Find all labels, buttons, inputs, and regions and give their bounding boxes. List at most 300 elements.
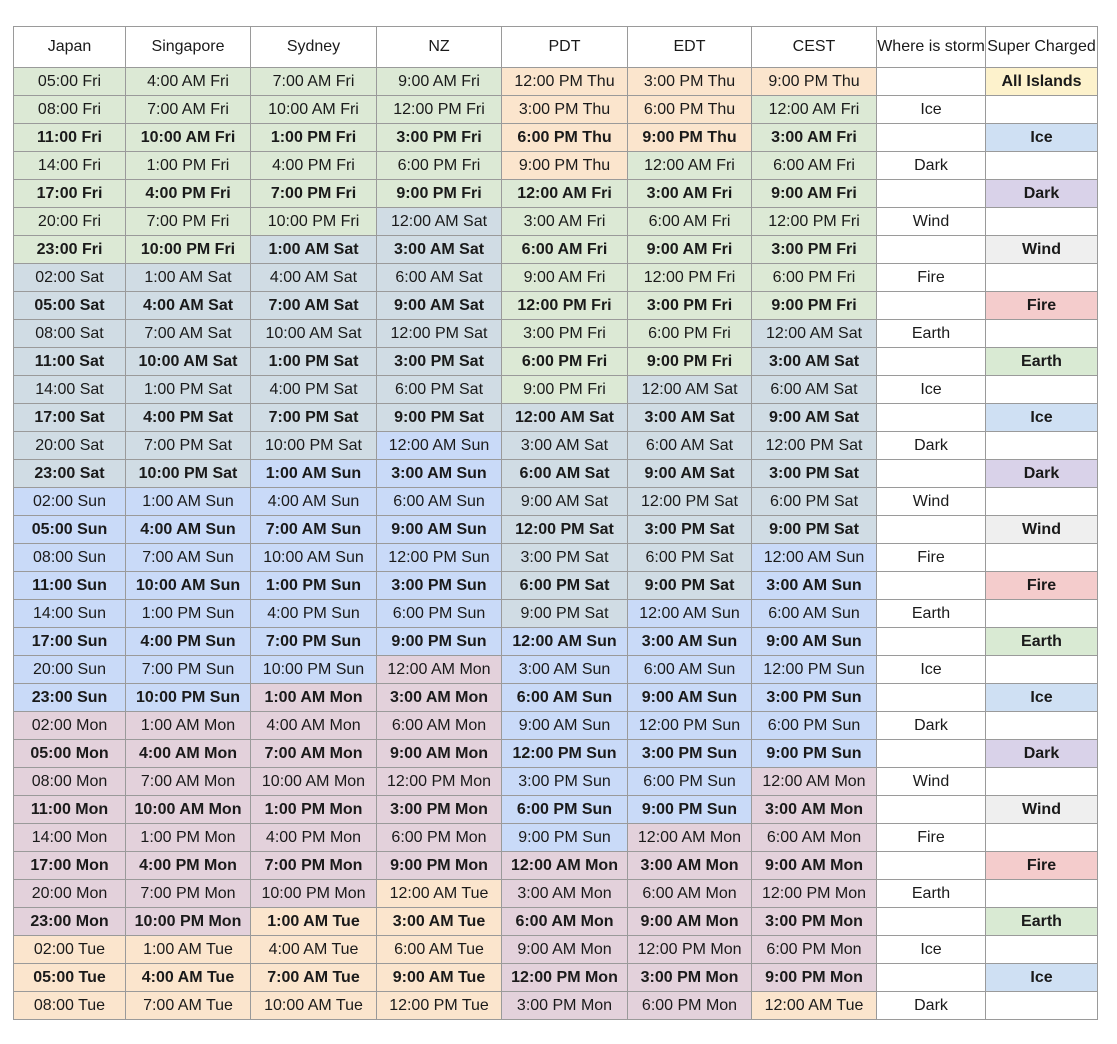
cell-singapore: 1:00 AM Sat bbox=[126, 264, 251, 292]
cell-sydney: 4:00 AM Tue bbox=[251, 936, 377, 964]
column-header-sydney: Sydney bbox=[251, 27, 377, 68]
cell-edt: 6:00 AM Sat bbox=[628, 432, 752, 460]
cell-pdt: 3:00 AM Fri bbox=[502, 208, 628, 236]
cell-where-is-storm: Wind bbox=[877, 488, 986, 516]
table-row bbox=[14, 348, 1098, 376]
cell-sydney: 7:00 AM Sun bbox=[251, 516, 377, 544]
cell-cest: 12:00 PM Sat bbox=[752, 432, 877, 460]
cell-where-is-storm: Ice bbox=[877, 656, 986, 684]
cell-sydney: 4:00 PM Fri bbox=[251, 152, 377, 180]
cell-edt: 9:00 AM Sat bbox=[628, 460, 752, 488]
cell-where-is-storm: Ice bbox=[877, 936, 986, 964]
cell-japan: 05:00 Fri bbox=[14, 68, 126, 96]
cell-nz: 6:00 PM Sat bbox=[377, 376, 502, 404]
cell-super-charged bbox=[986, 992, 1098, 1020]
cell-nz: 12:00 PM Fri bbox=[377, 96, 502, 124]
cell-nz: 3:00 AM Sun bbox=[377, 460, 502, 488]
cell-super-charged bbox=[986, 768, 1098, 796]
table-row bbox=[14, 992, 1098, 1020]
cell-pdt: 3:00 AM Sun bbox=[502, 656, 628, 684]
cell-japan: 20:00 Mon bbox=[14, 880, 126, 908]
cell-pdt: 12:00 AM Sat bbox=[502, 404, 628, 432]
table-row bbox=[14, 404, 1098, 432]
cell-where-is-storm: Dark bbox=[877, 432, 986, 460]
cell-pdt: 6:00 AM Sat bbox=[502, 460, 628, 488]
cell-edt: 6:00 PM Mon bbox=[628, 992, 752, 1020]
cell-japan: 08:00 Sat bbox=[14, 320, 126, 348]
cell-sydney: 4:00 PM Sun bbox=[251, 600, 377, 628]
cell-sydney: 4:00 AM Mon bbox=[251, 712, 377, 740]
column-header-cest: CEST bbox=[752, 27, 877, 68]
cell-where-is-storm bbox=[877, 180, 986, 208]
table-row bbox=[14, 516, 1098, 544]
cell-super-charged: Earth bbox=[986, 628, 1098, 656]
cell-cest: 3:00 AM Fri bbox=[752, 124, 877, 152]
cell-pdt: 9:00 AM Fri bbox=[502, 264, 628, 292]
cell-pdt: 9:00 PM Sun bbox=[502, 824, 628, 852]
cell-pdt: 3:00 PM Mon bbox=[502, 992, 628, 1020]
cell-singapore: 4:00 AM Mon bbox=[126, 740, 251, 768]
cell-cest: 6:00 AM Mon bbox=[752, 824, 877, 852]
cell-pdt: 12:00 AM Mon bbox=[502, 852, 628, 880]
table-row bbox=[14, 656, 1098, 684]
column-header-edt: EDT bbox=[628, 27, 752, 68]
cell-japan: 11:00 Mon bbox=[14, 796, 126, 824]
cell-nz: 3:00 AM Mon bbox=[377, 684, 502, 712]
cell-edt: 6:00 AM Mon bbox=[628, 880, 752, 908]
cell-super-charged: Earth bbox=[986, 348, 1098, 376]
table-row bbox=[14, 488, 1098, 516]
cell-japan: 05:00 Sun bbox=[14, 516, 126, 544]
cell-super-charged bbox=[986, 96, 1098, 124]
cell-pdt: 6:00 PM Thu bbox=[502, 124, 628, 152]
cell-sydney: 1:00 PM Sat bbox=[251, 348, 377, 376]
cell-edt: 6:00 PM Fri bbox=[628, 320, 752, 348]
cell-cest: 12:00 AM Mon bbox=[752, 768, 877, 796]
cell-pdt: 6:00 PM Sat bbox=[502, 572, 628, 600]
cell-cest: 9:00 PM Mon bbox=[752, 964, 877, 992]
cell-edt: 12:00 AM Fri bbox=[628, 152, 752, 180]
table-row bbox=[14, 768, 1098, 796]
cell-pdt: 9:00 AM Sat bbox=[502, 488, 628, 516]
cell-singapore: 4:00 AM Sat bbox=[126, 292, 251, 320]
cell-super-charged bbox=[986, 712, 1098, 740]
cell-where-is-storm bbox=[877, 852, 986, 880]
cell-singapore: 10:00 AM Mon bbox=[126, 796, 251, 824]
cell-sydney: 7:00 AM Mon bbox=[251, 740, 377, 768]
cell-nz: 6:00 PM Sun bbox=[377, 600, 502, 628]
cell-super-charged bbox=[986, 152, 1098, 180]
cell-pdt: 3:00 PM Fri bbox=[502, 320, 628, 348]
cell-pdt: 9:00 AM Mon bbox=[502, 936, 628, 964]
cell-cest: 3:00 AM Sun bbox=[752, 572, 877, 600]
cell-pdt: 12:00 PM Thu bbox=[502, 68, 628, 96]
cell-cest: 3:00 AM Sat bbox=[752, 348, 877, 376]
cell-pdt: 3:00 AM Mon bbox=[502, 880, 628, 908]
cell-edt: 12:00 PM Sat bbox=[628, 488, 752, 516]
cell-nz: 6:00 PM Mon bbox=[377, 824, 502, 852]
cell-sydney: 1:00 AM Sat bbox=[251, 236, 377, 264]
cell-singapore: 1:00 AM Tue bbox=[126, 936, 251, 964]
column-header-nz: NZ bbox=[377, 27, 502, 68]
cell-super-charged: Dark bbox=[986, 460, 1098, 488]
cell-where-is-storm bbox=[877, 292, 986, 320]
cell-singapore: 7:00 PM Sun bbox=[126, 656, 251, 684]
cell-super-charged bbox=[986, 432, 1098, 460]
cell-pdt: 6:00 AM Fri bbox=[502, 236, 628, 264]
cell-cest: 12:00 PM Sun bbox=[752, 656, 877, 684]
cell-singapore: 1:00 PM Sun bbox=[126, 600, 251, 628]
cell-cest: 3:00 PM Fri bbox=[752, 236, 877, 264]
cell-pdt: 9:00 AM Sun bbox=[502, 712, 628, 740]
cell-where-is-storm: Earth bbox=[877, 880, 986, 908]
cell-singapore: 1:00 AM Sun bbox=[126, 488, 251, 516]
cell-where-is-storm bbox=[877, 908, 986, 936]
cell-nz: 3:00 AM Sat bbox=[377, 236, 502, 264]
cell-nz: 6:00 AM Sun bbox=[377, 488, 502, 516]
cell-sydney: 1:00 PM Sun bbox=[251, 572, 377, 600]
cell-singapore: 4:00 PM Sat bbox=[126, 404, 251, 432]
column-header-japan: Japan bbox=[14, 27, 126, 68]
cell-japan: 23:00 Sun bbox=[14, 684, 126, 712]
cell-super-charged bbox=[986, 824, 1098, 852]
cell-edt: 6:00 PM Sun bbox=[628, 768, 752, 796]
cell-nz: 9:00 PM Sat bbox=[377, 404, 502, 432]
cell-singapore: 10:00 PM Mon bbox=[126, 908, 251, 936]
cell-super-charged bbox=[986, 264, 1098, 292]
cell-sydney: 1:00 AM Tue bbox=[251, 908, 377, 936]
cell-super-charged: Ice bbox=[986, 684, 1098, 712]
cell-japan: 14:00 Sun bbox=[14, 600, 126, 628]
cell-cest: 6:00 AM Sat bbox=[752, 376, 877, 404]
cell-cest: 6:00 PM Fri bbox=[752, 264, 877, 292]
cell-super-charged: Wind bbox=[986, 236, 1098, 264]
cell-japan: 23:00 Sat bbox=[14, 460, 126, 488]
cell-singapore: 4:00 AM Tue bbox=[126, 964, 251, 992]
cell-pdt: 6:00 AM Mon bbox=[502, 908, 628, 936]
cell-edt: 3:00 AM Sun bbox=[628, 628, 752, 656]
cell-sydney: 10:00 AM Fri bbox=[251, 96, 377, 124]
cell-edt: 3:00 PM Sun bbox=[628, 740, 752, 768]
cell-nz: 12:00 PM Mon bbox=[377, 768, 502, 796]
cell-japan: 23:00 Fri bbox=[14, 236, 126, 264]
cell-super-charged: Dark bbox=[986, 180, 1098, 208]
cell-japan: 08:00 Mon bbox=[14, 768, 126, 796]
table-row bbox=[14, 740, 1098, 768]
cell-cest: 9:00 PM Fri bbox=[752, 292, 877, 320]
cell-where-is-storm bbox=[877, 404, 986, 432]
cell-nz: 6:00 AM Mon bbox=[377, 712, 502, 740]
cell-super-charged: Ice bbox=[986, 964, 1098, 992]
cell-pdt: 3:00 PM Sun bbox=[502, 768, 628, 796]
cell-super-charged bbox=[986, 656, 1098, 684]
cell-where-is-storm: Wind bbox=[877, 768, 986, 796]
cell-japan: 02:00 Tue bbox=[14, 936, 126, 964]
cell-sydney: 7:00 PM Sat bbox=[251, 404, 377, 432]
table-row bbox=[14, 236, 1098, 264]
cell-edt: 3:00 PM Sat bbox=[628, 516, 752, 544]
cell-japan: 02:00 Sun bbox=[14, 488, 126, 516]
cell-sydney: 1:00 PM Fri bbox=[251, 124, 377, 152]
cell-japan: 14:00 Sat bbox=[14, 376, 126, 404]
cell-where-is-storm: Dark bbox=[877, 152, 986, 180]
cell-singapore: 10:00 AM Sat bbox=[126, 348, 251, 376]
cell-japan: 05:00 Tue bbox=[14, 964, 126, 992]
cell-where-is-storm: Ice bbox=[877, 376, 986, 404]
cell-cest: 3:00 PM Sat bbox=[752, 460, 877, 488]
table-row bbox=[14, 600, 1098, 628]
cell-pdt: 3:00 PM Thu bbox=[502, 96, 628, 124]
cell-singapore: 7:00 AM Tue bbox=[126, 992, 251, 1020]
cell-super-charged: Fire bbox=[986, 572, 1098, 600]
table-row bbox=[14, 376, 1098, 404]
cell-singapore: 4:00 PM Mon bbox=[126, 852, 251, 880]
storm-schedule-table bbox=[13, 26, 1098, 1020]
cell-cest: 6:00 PM Sat bbox=[752, 488, 877, 516]
cell-singapore: 10:00 AM Fri bbox=[126, 124, 251, 152]
cell-singapore: 7:00 AM Mon bbox=[126, 768, 251, 796]
cell-cest: 3:00 AM Mon bbox=[752, 796, 877, 824]
table-row bbox=[14, 292, 1098, 320]
cell-sydney: 10:00 PM Mon bbox=[251, 880, 377, 908]
cell-edt: 12:00 AM Mon bbox=[628, 824, 752, 852]
column-header-singapore: Singapore bbox=[126, 27, 251, 68]
cell-sydney: 7:00 AM Tue bbox=[251, 964, 377, 992]
cell-pdt: 12:00 PM Mon bbox=[502, 964, 628, 992]
cell-cest: 6:00 AM Sun bbox=[752, 600, 877, 628]
cell-super-charged bbox=[986, 544, 1098, 572]
cell-super-charged bbox=[986, 488, 1098, 516]
cell-nz: 12:00 AM Mon bbox=[377, 656, 502, 684]
cell-singapore: 4:00 AM Fri bbox=[126, 68, 251, 96]
cell-pdt: 3:00 AM Sat bbox=[502, 432, 628, 460]
cell-singapore: 7:00 PM Mon bbox=[126, 880, 251, 908]
cell-pdt: 6:00 AM Sun bbox=[502, 684, 628, 712]
cell-japan: 02:00 Sat bbox=[14, 264, 126, 292]
table-row bbox=[14, 152, 1098, 180]
cell-edt: 9:00 PM Sat bbox=[628, 572, 752, 600]
cell-japan: 17:00 Fri bbox=[14, 180, 126, 208]
cell-super-charged: Wind bbox=[986, 516, 1098, 544]
cell-pdt: 12:00 PM Fri bbox=[502, 292, 628, 320]
table-row bbox=[14, 264, 1098, 292]
cell-singapore: 10:00 PM Sun bbox=[126, 684, 251, 712]
cell-edt: 9:00 AM Mon bbox=[628, 908, 752, 936]
cell-where-is-storm bbox=[877, 460, 986, 488]
cell-sydney: 10:00 PM Sun bbox=[251, 656, 377, 684]
cell-cest: 6:00 PM Sun bbox=[752, 712, 877, 740]
cell-super-charged: Dark bbox=[986, 740, 1098, 768]
table-row bbox=[14, 460, 1098, 488]
cell-edt: 9:00 PM Fri bbox=[628, 348, 752, 376]
cell-where-is-storm bbox=[877, 516, 986, 544]
cell-japan: 05:00 Mon bbox=[14, 740, 126, 768]
cell-singapore: 7:00 PM Fri bbox=[126, 208, 251, 236]
cell-where-is-storm bbox=[877, 348, 986, 376]
cell-cest: 12:00 AM Sat bbox=[752, 320, 877, 348]
cell-nz: 12:00 PM Tue bbox=[377, 992, 502, 1020]
cell-pdt: 9:00 PM Fri bbox=[502, 376, 628, 404]
cell-japan: 11:00 Sat bbox=[14, 348, 126, 376]
cell-super-charged bbox=[986, 376, 1098, 404]
table-row bbox=[14, 544, 1098, 572]
cell-edt: 9:00 AM Fri bbox=[628, 236, 752, 264]
table-row bbox=[14, 712, 1098, 740]
column-header-where-is-storm: Where is storm bbox=[877, 27, 986, 68]
header-row bbox=[14, 27, 1098, 68]
cell-cest: 6:00 PM Mon bbox=[752, 936, 877, 964]
cell-cest: 9:00 AM Mon bbox=[752, 852, 877, 880]
cell-nz: 12:00 AM Tue bbox=[377, 880, 502, 908]
cell-nz: 9:00 AM Fri bbox=[377, 68, 502, 96]
cell-japan: 02:00 Mon bbox=[14, 712, 126, 740]
cell-nz: 12:00 AM Sat bbox=[377, 208, 502, 236]
cell-edt: 12:00 AM Sun bbox=[628, 600, 752, 628]
cell-where-is-storm: Ice bbox=[877, 96, 986, 124]
cell-super-charged bbox=[986, 208, 1098, 236]
cell-sydney: 10:00 AM Tue bbox=[251, 992, 377, 1020]
cell-japan: 14:00 Mon bbox=[14, 824, 126, 852]
cell-japan: 11:00 Fri bbox=[14, 124, 126, 152]
cell-singapore: 10:00 AM Sun bbox=[126, 572, 251, 600]
cell-sydney: 7:00 AM Sat bbox=[251, 292, 377, 320]
cell-cest: 12:00 AM Sun bbox=[752, 544, 877, 572]
cell-edt: 3:00 PM Thu bbox=[628, 68, 752, 96]
cell-japan: 20:00 Sun bbox=[14, 656, 126, 684]
table-row bbox=[14, 964, 1098, 992]
cell-edt: 3:00 PM Mon bbox=[628, 964, 752, 992]
cell-edt: 12:00 PM Fri bbox=[628, 264, 752, 292]
cell-edt: 9:00 PM Thu bbox=[628, 124, 752, 152]
cell-nz: 6:00 AM Tue bbox=[377, 936, 502, 964]
cell-super-charged: Fire bbox=[986, 852, 1098, 880]
cell-cest: 9:00 PM Thu bbox=[752, 68, 877, 96]
cell-sydney: 7:00 PM Sun bbox=[251, 628, 377, 656]
cell-singapore: 1:00 PM Mon bbox=[126, 824, 251, 852]
cell-japan: 08:00 Tue bbox=[14, 992, 126, 1020]
cell-sydney: 10:00 AM Sat bbox=[251, 320, 377, 348]
table-row bbox=[14, 684, 1098, 712]
cell-edt: 6:00 AM Fri bbox=[628, 208, 752, 236]
cell-pdt: 9:00 PM Thu bbox=[502, 152, 628, 180]
cell-sydney: 4:00 AM Sat bbox=[251, 264, 377, 292]
table-row bbox=[14, 936, 1098, 964]
cell-super-charged: Fire bbox=[986, 292, 1098, 320]
cell-singapore: 7:00 AM Sat bbox=[126, 320, 251, 348]
cell-singapore: 7:00 PM Sat bbox=[126, 432, 251, 460]
cell-pdt: 3:00 PM Sat bbox=[502, 544, 628, 572]
cell-where-is-storm: Dark bbox=[877, 992, 986, 1020]
cell-super-charged: Earth bbox=[986, 908, 1098, 936]
cell-edt: 3:00 AM Fri bbox=[628, 180, 752, 208]
cell-where-is-storm bbox=[877, 572, 986, 600]
cell-nz: 9:00 PM Fri bbox=[377, 180, 502, 208]
cell-singapore: 10:00 PM Sat bbox=[126, 460, 251, 488]
cell-edt: 9:00 AM Sun bbox=[628, 684, 752, 712]
cell-nz: 9:00 AM Sun bbox=[377, 516, 502, 544]
cell-where-is-storm bbox=[877, 236, 986, 264]
cell-nz: 12:00 PM Sun bbox=[377, 544, 502, 572]
cell-japan: 14:00 Fri bbox=[14, 152, 126, 180]
cell-where-is-storm: Earth bbox=[877, 320, 986, 348]
cell-sydney: 4:00 AM Sun bbox=[251, 488, 377, 516]
cell-cest: 3:00 PM Sun bbox=[752, 684, 877, 712]
cell-nz: 12:00 AM Sun bbox=[377, 432, 502, 460]
cell-pdt: 12:00 AM Fri bbox=[502, 180, 628, 208]
cell-nz: 9:00 AM Mon bbox=[377, 740, 502, 768]
cell-cest: 9:00 AM Sat bbox=[752, 404, 877, 432]
table-row bbox=[14, 880, 1098, 908]
cell-japan: 08:00 Sun bbox=[14, 544, 126, 572]
cell-edt: 6:00 PM Thu bbox=[628, 96, 752, 124]
cell-singapore: 4:00 PM Sun bbox=[126, 628, 251, 656]
cell-nz: 3:00 PM Sat bbox=[377, 348, 502, 376]
cell-where-is-storm: Earth bbox=[877, 600, 986, 628]
cell-edt: 9:00 PM Sun bbox=[628, 796, 752, 824]
cell-where-is-storm bbox=[877, 628, 986, 656]
cell-japan: 20:00 Fri bbox=[14, 208, 126, 236]
cell-sydney: 7:00 AM Fri bbox=[251, 68, 377, 96]
cell-pdt: 12:00 PM Sun bbox=[502, 740, 628, 768]
cell-edt: 12:00 AM Sat bbox=[628, 376, 752, 404]
cell-pdt: 12:00 AM Sun bbox=[502, 628, 628, 656]
cell-cest: 12:00 PM Mon bbox=[752, 880, 877, 908]
cell-singapore: 7:00 AM Fri bbox=[126, 96, 251, 124]
cell-edt: 12:00 PM Sun bbox=[628, 712, 752, 740]
cell-cest: 9:00 PM Sat bbox=[752, 516, 877, 544]
cell-super-charged bbox=[986, 600, 1098, 628]
cell-pdt: 9:00 PM Sat bbox=[502, 600, 628, 628]
cell-nz: 9:00 PM Mon bbox=[377, 852, 502, 880]
cell-nz: 9:00 AM Tue bbox=[377, 964, 502, 992]
cell-edt: 3:00 PM Fri bbox=[628, 292, 752, 320]
cell-japan: 08:00 Fri bbox=[14, 96, 126, 124]
cell-where-is-storm: Fire bbox=[877, 544, 986, 572]
table-row bbox=[14, 208, 1098, 236]
cell-nz: 3:00 PM Mon bbox=[377, 796, 502, 824]
cell-where-is-storm: Fire bbox=[877, 264, 986, 292]
cell-sydney: 7:00 PM Mon bbox=[251, 852, 377, 880]
cell-sydney: 10:00 PM Sat bbox=[251, 432, 377, 460]
cell-singapore: 7:00 AM Sun bbox=[126, 544, 251, 572]
cell-cest: 12:00 AM Tue bbox=[752, 992, 877, 1020]
cell-edt: 6:00 AM Sun bbox=[628, 656, 752, 684]
cell-cest: 3:00 PM Mon bbox=[752, 908, 877, 936]
cell-where-is-storm bbox=[877, 740, 986, 768]
table-row bbox=[14, 432, 1098, 460]
cell-sydney: 10:00 PM Fri bbox=[251, 208, 377, 236]
cell-where-is-storm bbox=[877, 796, 986, 824]
cell-singapore: 1:00 PM Sat bbox=[126, 376, 251, 404]
cell-cest: 12:00 AM Fri bbox=[752, 96, 877, 124]
cell-japan: 23:00 Mon bbox=[14, 908, 126, 936]
cell-sydney: 10:00 AM Sun bbox=[251, 544, 377, 572]
cell-sydney: 10:00 AM Mon bbox=[251, 768, 377, 796]
cell-singapore: 4:00 PM Fri bbox=[126, 180, 251, 208]
cell-super-charged bbox=[986, 320, 1098, 348]
cell-japan: 17:00 Sun bbox=[14, 628, 126, 656]
table-row bbox=[14, 96, 1098, 124]
cell-nz: 9:00 AM Sat bbox=[377, 292, 502, 320]
cell-where-is-storm bbox=[877, 964, 986, 992]
cell-japan: 05:00 Sat bbox=[14, 292, 126, 320]
cell-super-charged: Ice bbox=[986, 124, 1098, 152]
cell-sydney: 4:00 PM Mon bbox=[251, 824, 377, 852]
table-row bbox=[14, 628, 1098, 656]
cell-singapore: 4:00 AM Sun bbox=[126, 516, 251, 544]
cell-cest: 9:00 AM Fri bbox=[752, 180, 877, 208]
table-body bbox=[14, 68, 1098, 1020]
